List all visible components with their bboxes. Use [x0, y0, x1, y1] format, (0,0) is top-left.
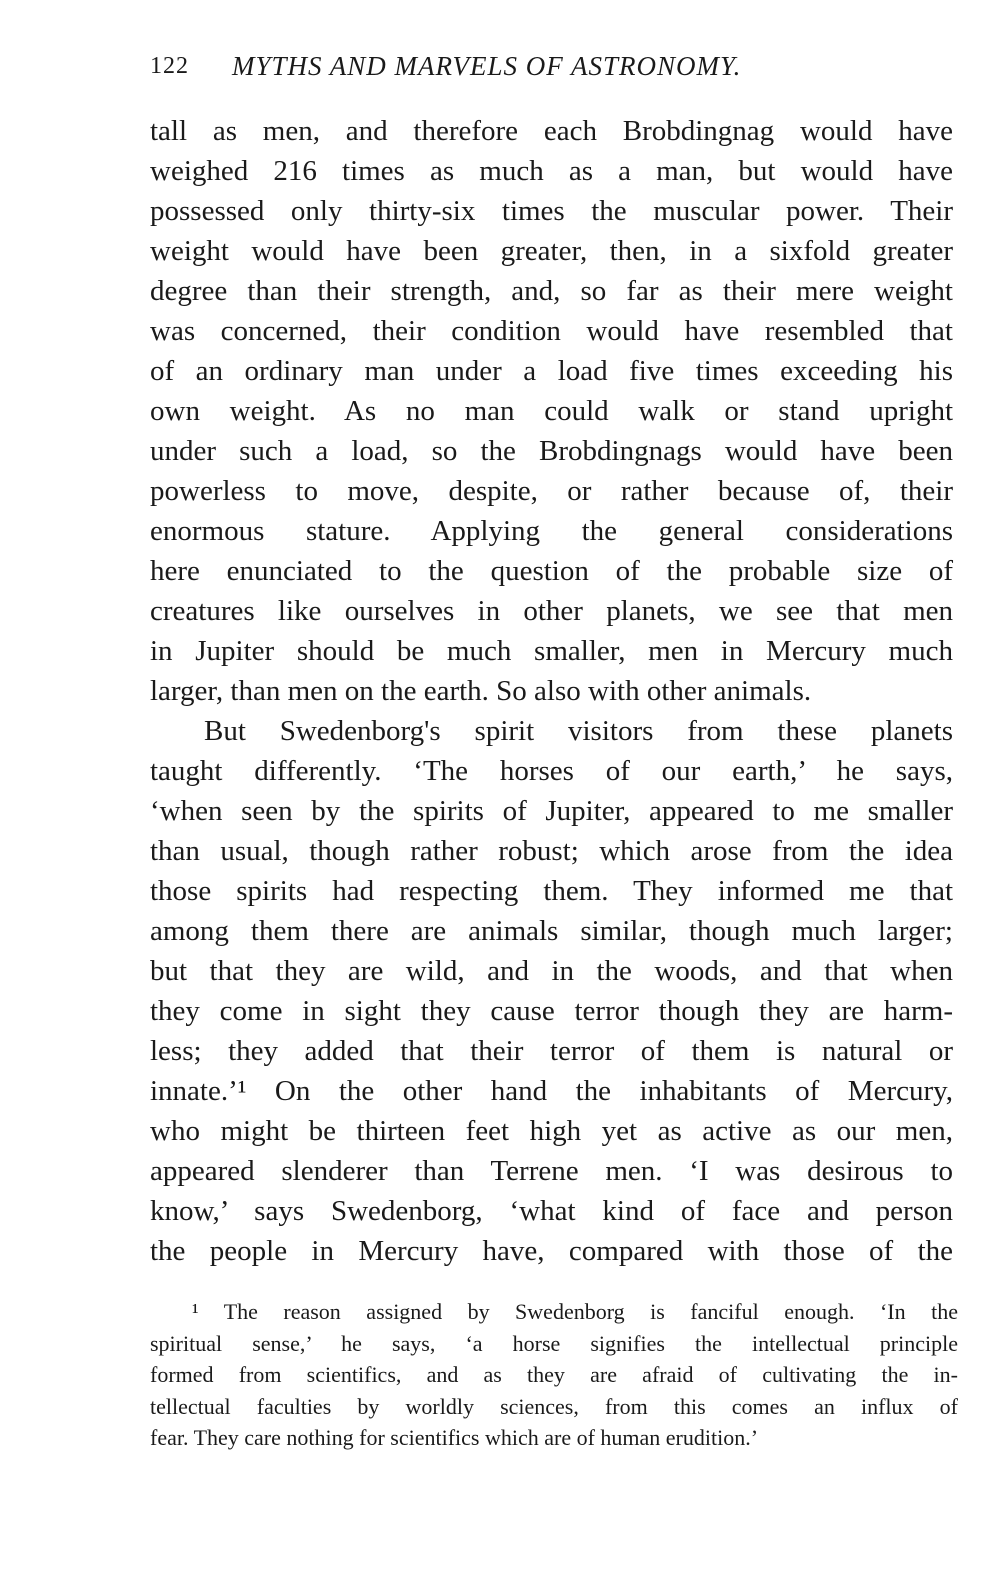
text-line: powerless to move, despite, or rather because of, their	[150, 475, 953, 507]
text-line: was concerned, their condition would have resembled that	[150, 315, 953, 347]
page-number: 122	[150, 53, 189, 79]
body-text	[150, 111, 953, 1271]
text-line: who might be thirteen feet high yet as active as our men,	[150, 1115, 953, 1147]
text-line: here enunciated to the question of the probable size of	[150, 555, 953, 587]
text-line: than usual, though rather robust; which arose from the idea	[150, 835, 953, 867]
text-line: they come in sight they cause terror though they are harm-	[150, 995, 953, 1027]
text-line: creatures like ourselves in other planets, we see that men	[150, 595, 953, 627]
text-line: in Jupiter should be much smaller, men in Mercury much	[150, 635, 953, 667]
text-line: under such a load, so the Brobdingnags would have been	[150, 435, 953, 467]
text-line: possessed only thirty-six times the muscular power. Their	[150, 195, 953, 227]
text-line: ‘when seen by the spirits of Jupiter, appeared to me smaller	[150, 795, 953, 827]
running-head	[150, 48, 870, 84]
footnote	[150, 1296, 958, 1454]
text-line: the people in Mercury have, compared with those of the	[150, 1235, 953, 1267]
text-line: know,’ says Swedenborg, ‘what kind of face and person	[150, 1195, 953, 1227]
text-line-with-footnote-ref: innate.’¹ On the other hand the inhabitants of Mercury,	[150, 1075, 953, 1107]
footnote-line: spiritual sense,’ he says, ‘a horse signifies the intellectual principle	[150, 1330, 958, 1356]
text-line: among them there are animals similar, though much larger;	[150, 915, 953, 947]
footnote-line: ¹ The reason assigned by Swedenborg is fanciful enough. ‘In the	[192, 1299, 958, 1324]
text-line: appeared slenderer than Terrene men. ‘I was desirous to	[150, 1155, 953, 1187]
text-line: degree than their strength, and, so far as their mere weight	[150, 275, 953, 307]
text-line: less; they added that their terror of them is natural or	[150, 1035, 953, 1067]
text-line: tall as men, and therefore each Brobdingnag would have	[150, 115, 953, 147]
text-line: those spirits had respecting them. They informed me that	[150, 875, 953, 907]
footnote-line: fear. They care nothing for scientifics which are of human erudition.’	[150, 1425, 759, 1450]
text-line: weighed 216 times as much as a man, but would have	[150, 155, 953, 187]
text-line: taught differently. ‘The horses of our earth,’ he says,	[150, 755, 953, 787]
text-line: but that they are wild, and in the woods, and that when	[150, 955, 953, 987]
footnote-line: tellectual faculties by worldly sciences, from this comes an influx of	[150, 1393, 958, 1419]
text-line: enormous stature. Applying the general considerations	[150, 515, 953, 547]
footnote-line: formed from scientifics, and as they are afraid of cultivating the in-	[150, 1362, 958, 1387]
text-line-paragraph-end: larger, than men on the earth. So also with other animals.	[150, 675, 812, 707]
text-line-paragraph-start: But Swedenborg's spirit visitors from these planets	[204, 715, 953, 747]
text-line: of an ordinary man under a load five times exceeding his	[150, 355, 953, 387]
text-line: own weight. As no man could walk or stand upright	[150, 395, 953, 427]
running-title: MYTHS AND MARVELS OF ASTRONOMY.	[232, 51, 742, 81]
text-line: weight would have been greater, then, in a sixfold greater	[150, 235, 953, 267]
